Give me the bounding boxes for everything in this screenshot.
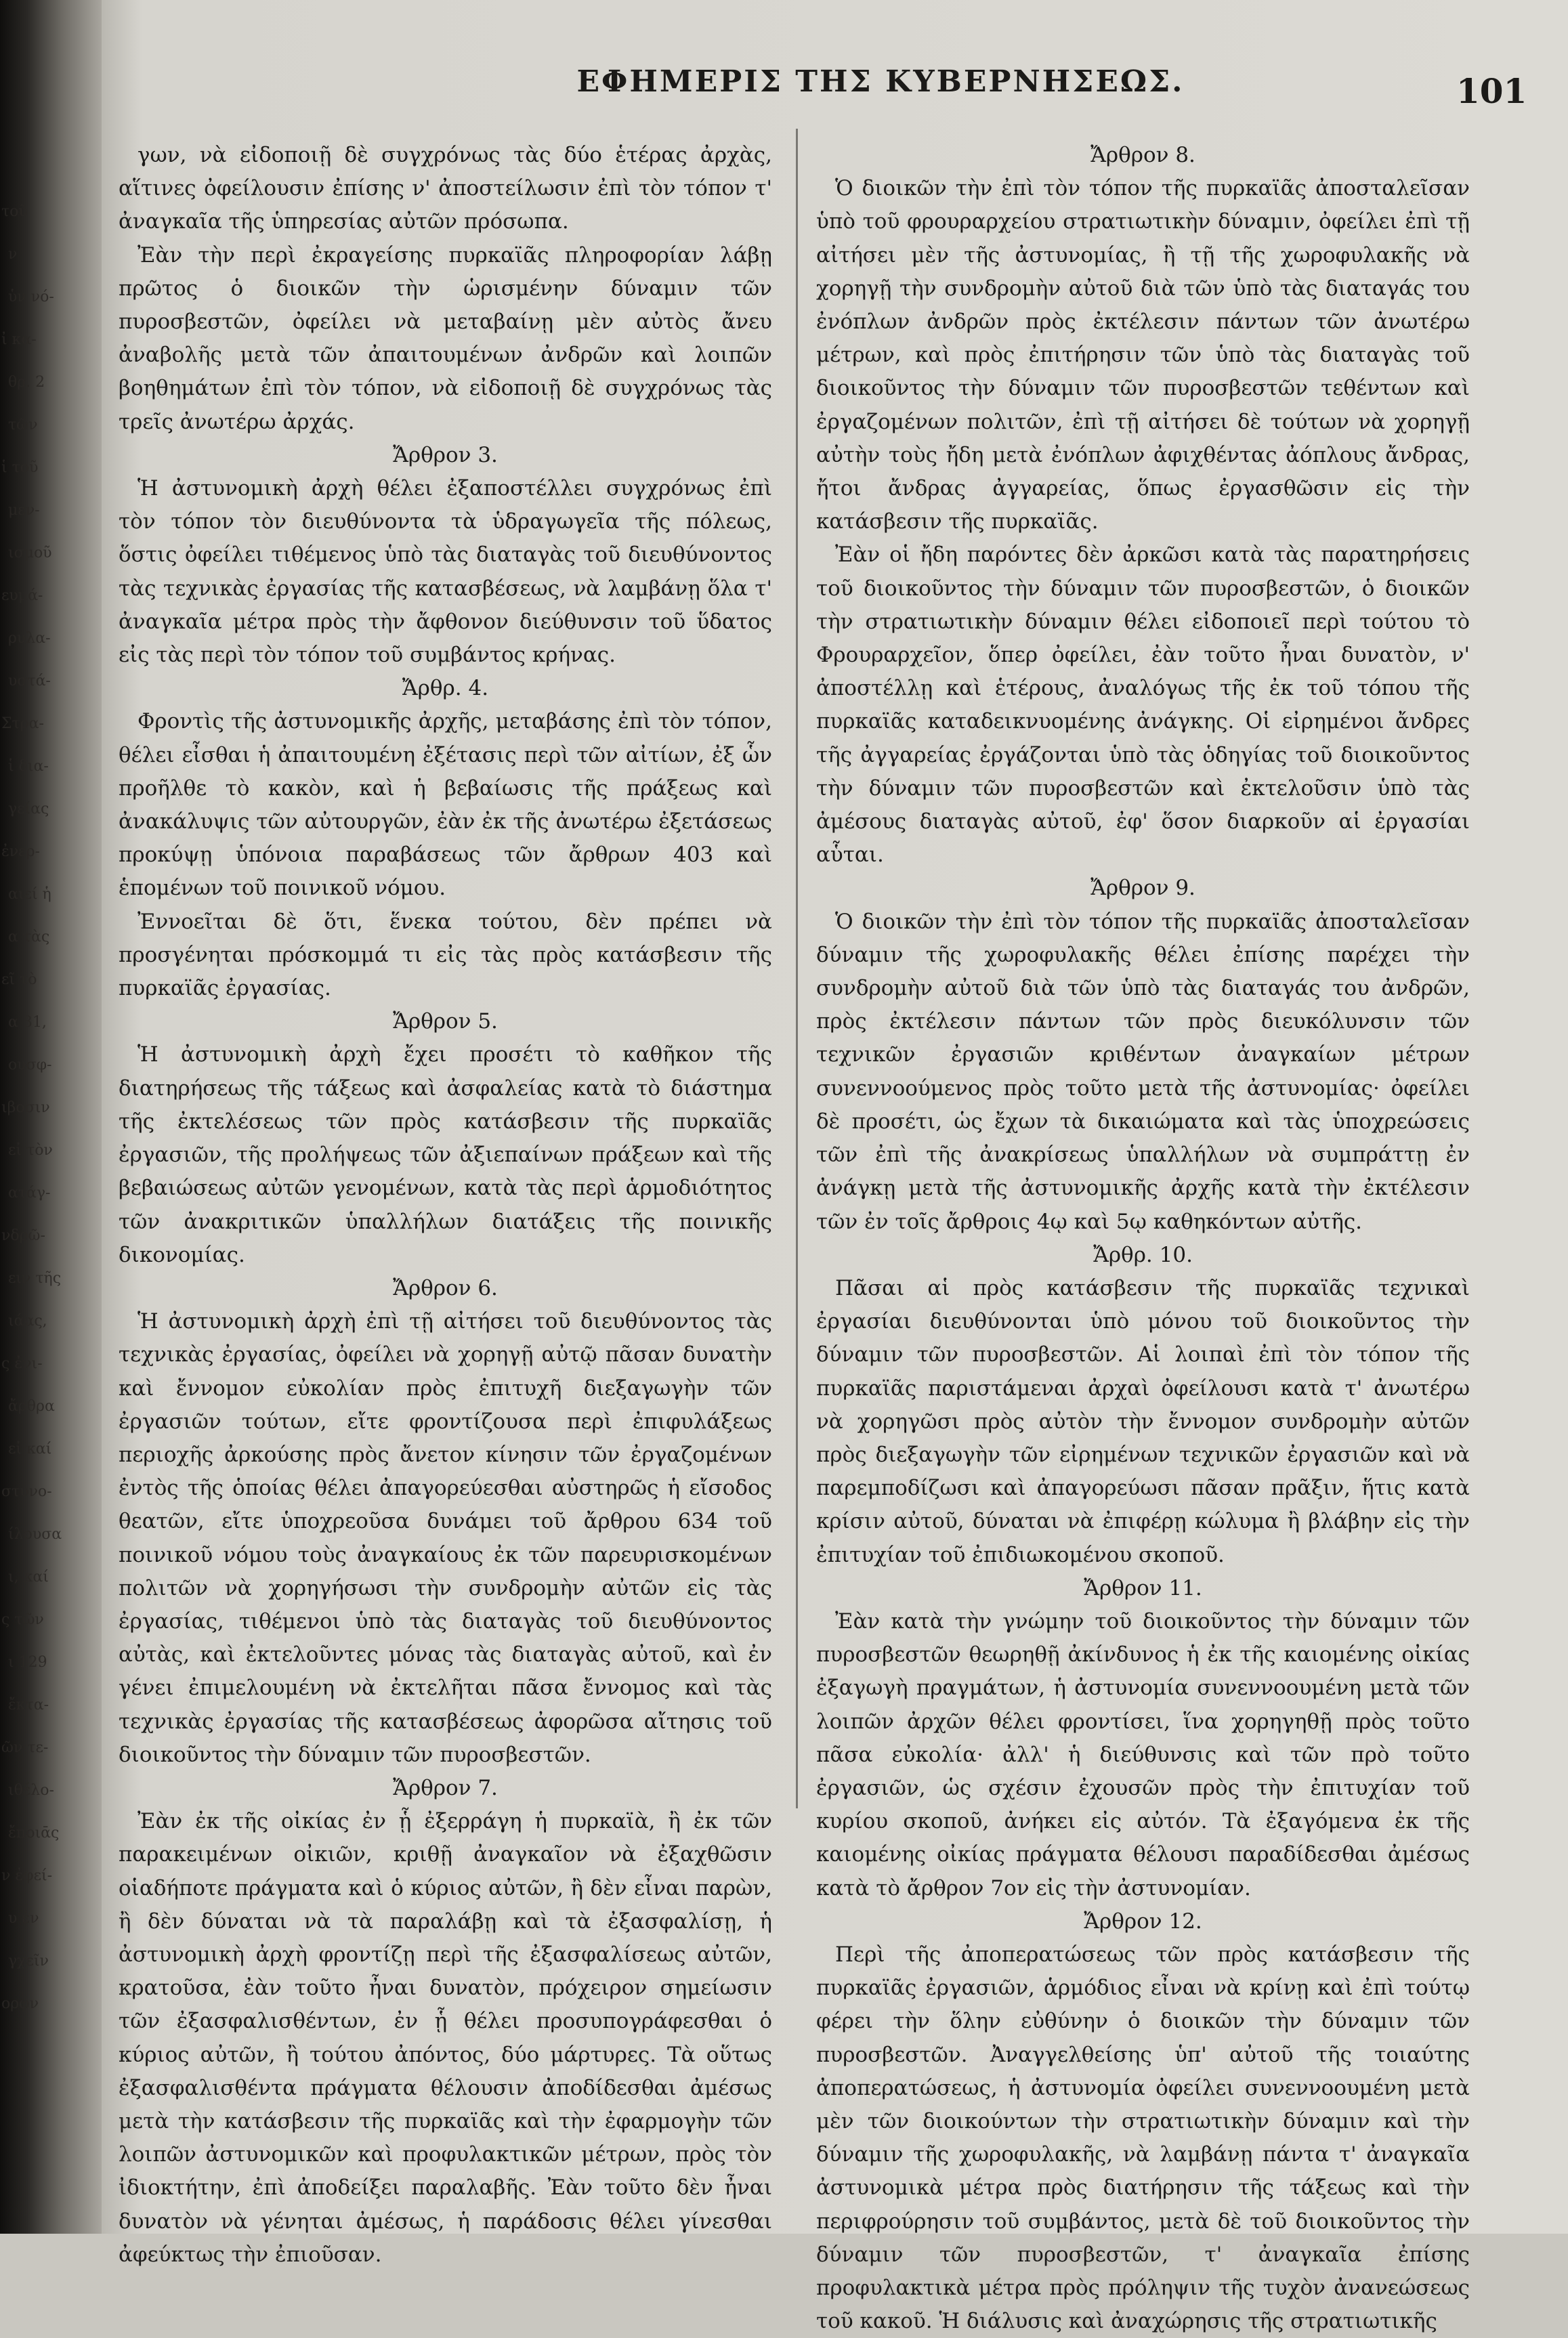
gazette-title: ΕΦΗΜΕΡΙΣ ΤΗΣ ΚΥΒΕΡΝΗΣΕΩΣ.: [576, 64, 1185, 99]
paragraph: Ἡ ἀστυνομικὴ ἀρχὴ ἔχει προσέτι τὸ καθῆκον τῆς διατηρήσεως τῆς τάξεως καὶ ἀσφαλείας κατὰ τὸ διάστημα τῆς ἐκτελέσεως τῶν πρὸς κατάσβεσιν τῆς πυρκαϊᾶς ἐργασιῶν, τῆς προλήψεως τῶν ἀξιεπαίνων πράξεων καὶ τῆς βεβαιώσεως αὐτῶν γενομένων, κατὰ τὰς περὶ ἁρμοδιότητος τῶν ἀνακριτικῶν ὑπαλλήλων διατάξεις τῆς ποινικῆς δικονομίας.: [119, 1042, 772, 1267]
gutter-fragment: ιβοσιν: [1, 1099, 50, 1116]
gutter-fragment: ι 129: [8, 1654, 47, 1671]
left-column: [119, 139, 772, 2272]
gutter-fragment: ουσφ-: [8, 1057, 52, 1074]
gutter-fragment: εἰ καί: [8, 1441, 52, 1458]
gutter-fragment: ἄρθρα: [8, 1398, 55, 1415]
article-heading: Ἄρθρον 5.: [393, 1009, 498, 1034]
gutter-fragment: γχεῖν: [8, 1953, 49, 1970]
gutter-fragment: ορφν: [1, 1995, 39, 2012]
gutter-fragment: ἔκτα-: [8, 1697, 49, 1714]
page-header: [508, 64, 1527, 119]
gutter-fragment: ς ἐνι-: [1, 1355, 43, 1372]
gutter-fragment: στυνο-: [1, 1483, 52, 1500]
paragraph: Ἐννοεῖται δὲ ὅτι, ἕνεκα τούτου, δὲν πρέπει νὰ προσγένηται πρόσκομμά τι εἰς τὰς πρὸς κατάσβεσιν τῆς πυρκαϊᾶς ἐργασίας.: [119, 909, 772, 1001]
gutter-fragment: ῶν τε-: [1, 1739, 49, 1756]
newspaper-page: [102, 0, 1568, 2334]
article-heading: Ἄρθρον 6.: [393, 1275, 498, 1300]
page-number: 101: [1456, 71, 1527, 111]
article-heading: Ἄρθρον 9.: [1090, 876, 1195, 901]
paragraph: Ὁ διοικῶν τὴν ἐπὶ τὸν τόπον τῆς πυρκαϊᾶς ἀποσταλεῖσαν δύναμιν τῆς χωροφυλακῆς θέλει ἐπίσης παρέχει τὴν συνδρομὴν αὐτοῦ διὰ τῶν ὑπὸ τὰς διαταγάς του ἀνδρῶν, πρὸς ἐκτέλεσιν πάντων τῶν πρὸς διευκόλυνσιν τῶν τεχνικῶν ἐργασιῶν κριθέντων ἀναγκαίων μέτρων συνεννοούμενος πρὸς τοῦτο μετὰ τῆς ἀστυνομίας· ὀφείλει δὲ προσέτι, ὡς ἔχων τὰ δικαιώματα καὶ τὰς ὑποχρεώσεις τῶν ἐπὶ τῆς ἀνακρίσεως ὑπαλλήλων νὰ συμπράττῃ ἐν ἀνάγκῃ μετὰ τῆς ἀστυνομικῆς ἀρχῆς κατὰ τὴν ἐκτέλεσιν τῶν ἐν τοῖς ἄρθροις 4ῳ καὶ 5ῳ καθηκόντων αὐτῆς.: [816, 909, 1470, 1234]
paragraph: Φροντὶς τῆς ἀστυνομικῆς ἀρχῆς, μεταβάσης ἐπὶ τὸν τόπον, θέλει εἶσθαι ἡ ἀπαιτουμένη ἐξέτασις περὶ τῶν αἰτίων, ἐξ ὧν προῆλθε τὸ κακὸν, καὶ ἡ βεβαίωσις τῆς πράξεως καὶ ἀνακάλυψις τῶν αὐτουργῶν, ἐὰν ἐκ τῆς ἀνωτέρω ἐξετάσεως προκύψῃ ὑπόνοια παραβάσεως τῶν ἄρθρων 403 καὶ ἑπομένων τοῦ ποινικοῦ νόμου.: [119, 709, 772, 901]
gutter-fragment: τοῦ: [1, 203, 28, 220]
paragraph: Ἡ ἀστυνομικὴ ἀρχὴ θέλει ἐξαποστέλλει συγχρόνως ἐπὶ τὸν τόπον τὸν διευθύνοντα τὰ ὑδραγωγεῖα τῆς πόλεως, ὅστις ὀφείλει τιθέμενος ὑπὸ τὰς διαταγὰς τοῦ διευθύνοντος τὰς τεχνικὰς ἐργασίας τῆς κατασβέσεως, νὰ λαμβάνῃ ὅλα τ' ἀναγκαῖα μέτρα πρὸς τὴν ἄφθονον διεύθυνσιν τοῦ ὕδατος εἰς τὰς περὶ τὸν τόπον τοῦ συμβάντος κρήνας.: [119, 476, 772, 668]
gutter-fragment: εῖ τὸ: [1, 971, 37, 988]
gutter-fragment: θρ. 2: [8, 374, 45, 391]
gutter-fragment: ιάας,: [8, 1313, 47, 1330]
gutter-fragment: α 31,: [8, 1014, 47, 1031]
gutter-fragment: Στρα-: [1, 715, 44, 732]
gutter-fragment: ευμά-: [1, 587, 43, 604]
paragraph: Ἡ ἀστυνομικὴ ἀρχὴ ἐπὶ τῇ αἰτήσει τοῦ διευθύνοντος τὰς τεχνικὰς ἐργασίας, ὀφείλει νὰ χορηγῇ αὐτῷ πᾶσαν δυνατὴν καὶ ἔννομον εὐκολίαν πρὸς ἐπιτυχῆ διεξαγωγὴν τῶν ἐργασιῶν τούτων, εἴτε φροντίζουσα περὶ ἐπιφυλάξεως περιοχῆς ἀρκούσης πρὸς ἄνετον κίνησιν τῶν ἐργαζομένων ἐντὸς τῆς ὁποίας θέλει ἀπαγορεύεσθαι αὐστηρῶς ἡ εἴσοδος θεατῶν, εἴτε ὑποχρεοῦσα δυνάμει τοῦ ἄρθρου 634 τοῦ ποινικοῦ νόμου τοὺς ἀναγκαίους ἐκ τῶν παρευρισκομένων πολιτῶν νὰ χορηγήσωσι τὴν συνδρομὴν αὐτῶν εἰς τὰς ἐργασίας, τιθέμενοι ὑπὸ τὰς διαταγὰς τοῦ διευθύνοντος αὐτὰς, καὶ ἐκτελοῦντες μόνας τὰς διαταγὰς αὐτοῦ, καὶ ἐν γένει ἐπιμελουμένη νὰ ἐκτελῆται πᾶσα ἔννομος καὶ τὰς τεχνικὰς ἐργασίας τῆς κατασβέσεως ἀφορῶσα αἴτησις τοῦ διοικοῦντος τὴν δύναμιν τῶν πυροσβεστῶν.: [119, 1309, 772, 1767]
article-heading: Ἄρθρον 11.: [1084, 1575, 1202, 1600]
gutter-fragment: ἐνερ-: [1, 843, 40, 860]
gutter-fragment: τῶν: [8, 417, 38, 433]
gutter-fragment: εἰ τὸν: [8, 1142, 53, 1159]
gutter-fragment: μεν-: [8, 502, 40, 519]
gutter-fragment: ς τῶν: [1, 1611, 44, 1628]
article-heading: Ἄρθρ. 4.: [402, 676, 489, 701]
gutter-fragment: υ ἐν: [8, 1910, 39, 1927]
gutter-fragment: νδρῶ-: [1, 1227, 45, 1244]
gutter-fragment: ἱ τοῦ: [1, 459, 39, 476]
gutter-fragment: α τὰς: [8, 929, 50, 945]
right-column: [816, 139, 1470, 2338]
gutter-fragment: ειν τῆς: [8, 1270, 62, 1287]
paragraph: γων, νὰ εἰδοποιῇ δὲ συγχρόνως τὰς δύο ἑτέρας ἀρχὰς, αἵτινες ὀφείλουσιν ἐπίσης ν' ἀποστείλωσιν ἐπὶ τὸν τόπον τ' ἀναγκαῖα τῆς ὑπηρεσίας αὐτῶν πρόσωπα.: [119, 143, 772, 234]
paragraph: Ἐὰν κατὰ τὴν γνώμην τοῦ διοικοῦντος τὴν δύναμιν τῶν πυροσβεστῶν θεωρηθῇ ἀκίνδυνος ἡ ἐκ τῆς καιομένης οἰκίας ἐξαγωγὴ πραγμάτων, ἡ ἀστυνομία συνεννοουμένη μετὰ τῶν λοιπῶν ἀρχῶν θέλει φροντίσει, ἵνα χορηγηθῇ πρὸς τοῦτο πᾶσα εὐκολία· ἀλλ' ἡ διεύθυνσις καὶ τῶν πρὸ τοῦτο ἐργασιῶν, ὡς σχέσιν ἐχουσῶν πρὸς τὴν ἐπιτυχίαν τοῦ κυρίου σκοποῦ, ἀνήκει εἰς αὐτόν. Τὰ ἐξαγόμενα ἐκ τῆς καιομένης οἰκίας πράγματα θέλουσι παραδίδεσθαι ἀμέσως κατὰ τὸ ἄρθρον 7ον εἰς τὴν ἀστυνομίαν.: [816, 1609, 1470, 1900]
gutter-fragment: ὑν νό-: [8, 289, 54, 305]
article-heading: Ἄρθρον 7.: [393, 1775, 498, 1800]
paragraph: Πᾶσαι αἱ πρὸς κατάσβεσιν τῆς πυρκαϊᾶς τεχνικαὶ ἐργασίαι διευθύνονται ὑπὸ μόνου τοῦ διοικοῦντος τὴν δύναμιν τῶν πυροσβεστῶν. Αἱ λοιπαὶ ἐπὶ τὸν τόπον τῆς πυρκαϊᾶς παριστάμεναι ἀρχαὶ ὀφείλουσι κατὰ τ' ἀνωτέρω νὰ χορηγῶσι πρὸς αὐτὸν τὴν ἔννομον συνδρομὴν αὐτῶν πρὸς διεξαγωγὴν τῶν εἰρημένων τεχνικῶν ἐργασιῶν καὶ νὰ παρεμποδίζωσι καὶ ἀπαγορεύωσι πᾶσαν πρᾶξιν, ἥτις κατὰ κρίσιν αὐτοῦ, δύναται νὰ ἐπιφέρῃ κώλυμα ἢ βλάβην εἰς τὴν ἐπιτυχίαν τοῦ ἐπιδιωκομένου σκοποῦ.: [816, 1275, 1470, 1567]
paragraph: Περὶ τῆς ἀποπερατώσεως τῶν πρὸς κατάσβεσιν τῆς πυρκαϊᾶς ἐργασιῶν, ἁρμόδιος εἶναι νὰ κρίνῃ καὶ ἐπὶ τούτῳ φέρει τὴν ὅλην εὐθύνην ὁ διοικῶν τὴν δύναμιν τῶν πυροσβεστῶν. Ἀναγγελθείσης ὑπ' αὐτοῦ τῆς τοιαύτης ἀποπερατώσεως, ἡ ἀστυνομία ὀφείλει συνεννοουμένη μετὰ μὲν τῶν διοικούντων τὴν στρατιωτικὴν δύναμιν καὶ τὴν δύναμιν τῆς χωροφυλακῆς, νὰ λαμβάνῃ πάντα τ' ἀναγκαῖα ἀστυνομικὰ μέτρα πρὸς διατήρησιν τῆς τάξεως καὶ τὴν περιφρούρησιν τοῦ συμβάντος, μετὰ δὲ τοῦ διοικοῦντος τὴν δύναμιν τῶν πυροσβεστῶν, τ' ἀναγκαῖα ἐπίσης προφυλακτικὰ μέτρα πρὸς πρόληψιν τῆς τυχὸν ἀνανεώσεως τοῦ κακοῦ. Ἡ διάλυσις καὶ ἀναχώρησις τῆς στρατιωτικῆς: [816, 1942, 1470, 2334]
gutter-fragment: ἱ δια-: [8, 758, 49, 775]
gutter-fragment: αιεί ἡ: [8, 886, 51, 903]
gutter-fragment: ατάγ-: [8, 1185, 51, 1202]
gutter-fragment: ρυλα-: [8, 630, 51, 647]
gutter-fragment: ιθέλο-: [8, 1782, 54, 1799]
paragraph: Ἐὰν οἱ ἤδη παρόντες δὲν ἀρκῶσι κατὰ τὰς παρατηρήσεις τοῦ διοικοῦντος τὴν δύναμιν τῶν πυροσβεστῶν, ὁ διοικῶν τὴν στρατιωτικὴν δύναμιν θέλει εἰδοποιεῖ περὶ τούτου τὸ Φρουραρχεῖον, ὅπερ ὀφείλει, ἐὰν τοῦτο ἦναι δυνατὸν, ν' ἀποστέλλῃ καὶ ἑτέρους, ἀναλόγως τῆς ἐκ τοῦ τόπου τῆς πυρκαϊᾶς καταδεικνυομένης ἀνάγκης. Οἱ εἰρημένοι ἄνδρες τῆς ἀγγαρείας ἐργάζονται ὑπὸ τὰς ὁδηγίας τοῦ διοικοῦντος τὴν δύναμιν τῶν πυροσβεστῶν καὶ ἐκτελοῦσιν ὑπὸ τὰς ἀμέσους διαταγὰς αὐτοῦ, ἐφ' ὅσον διαρκοῦν αἱ ἐργασίαι αὗται.: [816, 543, 1470, 868]
paragraph: Ἐὰν ἐκ τῆς οἰκίας ἐν ᾗ ἐξερράγη ἡ πυρκαϊὰ, ἢ ἐκ τῶν παρακειμένων οἰκιῶν, κριθῇ ἀναγκαῖον νὰ ἐξαχθῶσιν οἱαδήποτε πράγματα καὶ ὁ κύριος αὐτῶν, ἢ δὲν εἶναι παρὼν, ἢ δὲν δύναται νὰ τὰ παραλάβῃ καὶ τὰ ἐξασφαλίσῃ, ἡ ἀστυνομικὴ ἀρχὴ φροντίζῃ περὶ τῆς ἐξασφαλίσεως αὐτῶν, κρατοῦσα, ἐὰν τοῦτο ἦναι δυνατὸν, πρόχειρον σημείωσιν τῶν ἐξασφαλισθέντων, ἐν ᾗ θέλει προσυπογράφεσθαι ὁ κύριος αὐτῶν, ἢ τούτου ἀπόντος, δύο μάρτυρες. Τὰ οὕτως ἐξασφαλισθέντα πράγματα θέλουσιν ἀποδίδεσθαι ἀμέσως μετὰ τὴν κατάσβεσιν τῆς πυρκαϊᾶς καὶ τὴν ἐφαρμογὴν τῶν λοιπῶν ἀστυνομικῶν καὶ προφυλακτικῶν μέτρων, πρὸς τὸν ἰδιοκτήτην, ἐπὶ ἀποδείξει παραλαβῆς. Ἐὰν τοῦτο δὲν ἦναι δυνατὸν νὰ γένηται ἀμέσως, ἡ παράδοσις θέλει γίνεσθαι ἀφεύκτως τὴν ἐπιοῦσαν.: [119, 1809, 772, 2267]
column-divider: [796, 129, 798, 1808]
paragraph: Ἐὰν τὴν περὶ ἐκραγείσης πυρκαϊᾶς πληροφορίαν λάβῃ πρῶτος ὁ διοικῶν τὴν ὡρισμένην δύναμιν τῶν πυροσβεστῶν, ὀφείλει νὰ μεταβαίνῃ μὲν αὐτὸς ἄνευ ἀναβολῆς μετὰ τῶν ἀπαιτουμένων ἀνδρῶν καὶ λοιπῶν βοηθημάτων ἐπὶ τὸν τόπον, νὰ εἰδοποιῇ δὲ συγχρόνως τὰς τρεῖς ἀνωτέρω ἀρχάς.: [119, 242, 772, 434]
article-heading: Ἄρθρον 3.: [393, 442, 498, 467]
gutter-fragment: ἰ κα-: [1, 331, 37, 348]
gutter-fragment: ι, καί: [8, 1569, 49, 1586]
gutter-fragment: ισμοῦ: [8, 545, 52, 561]
gutter-fragment: γείας: [8, 801, 49, 817]
gutter-fragment: ἔποιᾱς: [8, 1825, 60, 1842]
gutter-fragment: ίλουσα: [8, 1526, 62, 1543]
gutter-fragment: ν: [8, 246, 18, 263]
gutter-fragments: [0, 0, 102, 2234]
article-heading: Ἄρθρον 8.: [1090, 143, 1195, 167]
article-heading: Ἄρθρ. 10.: [1093, 1242, 1193, 1267]
gutter-fragment: υστά-: [8, 673, 51, 689]
article-heading: Ἄρθρον 12.: [1084, 1909, 1202, 1934]
gutter-fragment: ν ἐφεί-: [1, 1867, 53, 1884]
paragraph: Ὁ διοικῶν τὴν ἐπὶ τὸν τόπον τῆς πυρκαϊᾶς ἀποσταλεῖσαν ὑπὸ τοῦ φρουραρχείου στρατιωτικὴν δύναμιν, ὀφείλει ἐπὶ τῇ αἰτήσει μὲν τῆς ἀστυνομίας, ἢ τῇ τῆς χωροφυλακῆς νὰ χορηγῇ τὴν συνδρομὴν αὐτοῦ διὰ τῶν ὑπὸ τὰς διαταγάς του ἐνόπλων ἀνδρῶν πρὸς ἐκτέλεσιν πάντων τῶν ἀνωτέρω μέτρων, καὶ πρὸς ἐπιτήρησιν τῶν ὑπὸ τὰς διαταγὰς τοῦ διοικοῦντος τὴν δύναμιν τῶν πυροσβεστῶν τεθέντων καὶ ἐργαζομένων πολιτῶν, ἐπὶ τῇ αἰτήσει δὲ τούτων νὰ χορηγῇ αὐτὴν τοὺς ἤδη μετὰ ἐνόπλων ἀφιχθέντας ἀόπλους ἄνδρας, ἤτοι ἄνδρας ἀγγαρείας, ὅπως ἐργασθῶσιν εἰς τὴν κατάσβεσιν τῆς πυρκαϊᾶς.: [816, 176, 1470, 534]
